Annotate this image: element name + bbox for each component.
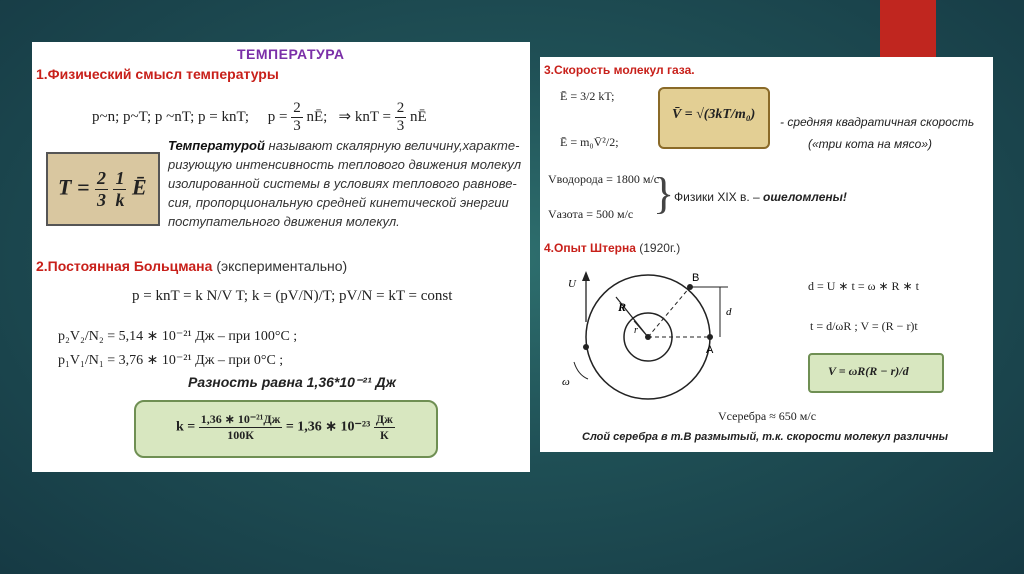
k-den: 100К bbox=[227, 428, 254, 442]
rms-speed-box bbox=[658, 87, 770, 149]
temperature-panel bbox=[32, 42, 530, 472]
eq2-den: 3 bbox=[396, 118, 405, 134]
eq2-num: 2 bbox=[396, 100, 405, 116]
difference-text: Разность равна 1,36*10⁻²¹ Дж bbox=[188, 374, 396, 390]
eq-num: 2 bbox=[293, 100, 301, 116]
omega-arc bbox=[574, 362, 588, 379]
definition-line1: называют скалярную величину,характе- bbox=[264, 138, 520, 153]
label-omega: ω bbox=[562, 376, 570, 388]
beam-b bbox=[648, 287, 690, 337]
label-d: d bbox=[726, 306, 732, 318]
rms-label: - средняя квадратичная скорость bbox=[780, 115, 975, 129]
label-a: A bbox=[706, 344, 714, 356]
energy-formula-2: Ē = m₀V̄²/2; bbox=[560, 135, 619, 149]
eq-den: 3 bbox=[293, 118, 301, 134]
box-lhs: T = bbox=[58, 174, 90, 200]
pressure-relations bbox=[92, 100, 427, 135]
nitrogen-speed: Vазота = 500 м/с bbox=[548, 207, 634, 221]
stern-conclusion: Слой серебра в т.В размытый, т.к. скорости молекул различны bbox=[582, 431, 949, 443]
t-formula: t = d/ωR ; V = (R − r)t bbox=[810, 319, 918, 333]
boltzmann-constant-box bbox=[134, 400, 438, 458]
definition-bold: Температурой bbox=[168, 138, 265, 153]
section2-heading bbox=[36, 258, 347, 274]
box-f2-num: 1 bbox=[115, 168, 125, 188]
k-eq: = 1,36 ∗ 10⁻²³ bbox=[285, 419, 371, 435]
gas-speed-panel bbox=[540, 57, 993, 452]
k-lhs: k = bbox=[176, 419, 196, 435]
definition-line4: сия, пропорциональную средней кинетической энергии bbox=[168, 195, 509, 210]
accent-bar bbox=[880, 0, 936, 58]
temperature-formula-box bbox=[46, 152, 160, 226]
section4-heading bbox=[544, 241, 680, 255]
eq-tail: nĒ; bbox=[306, 108, 328, 125]
definition-line5: поступательного движения молекул. bbox=[168, 214, 400, 229]
physicists-bold: ошеломлены! bbox=[763, 190, 847, 204]
definition-line3: изолированной системы в условиях теплового равнове- bbox=[168, 176, 517, 191]
physicists-text: Физики XIX в. – bbox=[674, 190, 764, 204]
d-formula: d = U ∗ t = ω ∗ R ∗ t bbox=[808, 279, 919, 293]
rms-speed-formula: V̄ = √(3kT/m₀) bbox=[672, 107, 756, 122]
temperature-definition bbox=[168, 136, 521, 231]
box-e: Ē bbox=[131, 174, 147, 200]
section4-title: 4.Опыт Штерна bbox=[544, 241, 636, 255]
silver-speed-formula: V = ωR(R − r)/d bbox=[828, 364, 909, 378]
k-unit-den: К bbox=[379, 428, 389, 442]
k-num: 1,36 ∗ 10⁻²¹Дж bbox=[200, 412, 281, 426]
box-f1-den: 3 bbox=[96, 190, 106, 210]
eq-arrow: ⇒ knT = bbox=[338, 108, 391, 125]
boltzmann-formula: p = knT = k N/V T; k = (pV/N)/T; pV/N = kT = const bbox=[132, 288, 453, 304]
experiment-0c: p₁V₁/N₁ = 3,76 ∗ 10⁻²¹ Дж – при 0°С ; bbox=[58, 353, 284, 368]
relations-text: p~n; p~T; p ~nT; p = knT; bbox=[92, 108, 249, 125]
point-a bbox=[707, 334, 713, 340]
eq2-tail: nĒ bbox=[409, 108, 427, 125]
section4-year: (1920г.) bbox=[635, 241, 681, 255]
label-r-big: R bbox=[618, 300, 627, 314]
label-r-small: r bbox=[634, 325, 638, 336]
hydrogen-speed: Vводорода = 1800 м/с bbox=[548, 172, 660, 186]
box-f1-num: 2 bbox=[96, 168, 106, 188]
label-b: B bbox=[692, 272, 700, 284]
k-unit-num: Дж bbox=[375, 412, 393, 426]
page-title: ТЕМПЕРАТУРА bbox=[237, 46, 345, 62]
experiment-100c: p₂V₂/N₂ = 5,14 ∗ 10⁻²¹ Дж – при 100°С ; bbox=[58, 329, 298, 344]
energy-formula-1: Ē = 3/2 kT; bbox=[560, 89, 615, 103]
silver-speed-value: Vсеребра ≈ 650 м/с bbox=[718, 409, 817, 423]
physicists-note bbox=[674, 190, 847, 204]
definition-line2: ризующую интенсивность теплового движения молекул bbox=[168, 157, 522, 172]
rms-quote: («три кота на мясо») bbox=[808, 137, 933, 151]
section3-heading: 3.Скорость молекул газа. bbox=[544, 63, 695, 77]
box-f2-den: k bbox=[115, 190, 125, 210]
stern-experiment-diagram bbox=[560, 267, 750, 407]
section2-subtitle: (экспериментально) bbox=[212, 258, 348, 274]
u-arrowhead bbox=[582, 271, 590, 281]
brace: } bbox=[653, 169, 675, 218]
section1-heading: 1.Физический смысл температуры bbox=[36, 66, 279, 82]
point-omega bbox=[583, 344, 589, 350]
eq-p: p = bbox=[267, 108, 288, 125]
label-u: U bbox=[568, 278, 576, 290]
silver-speed-box bbox=[808, 353, 944, 393]
section2-title: 2.Постоянная Больцмана bbox=[36, 258, 213, 274]
